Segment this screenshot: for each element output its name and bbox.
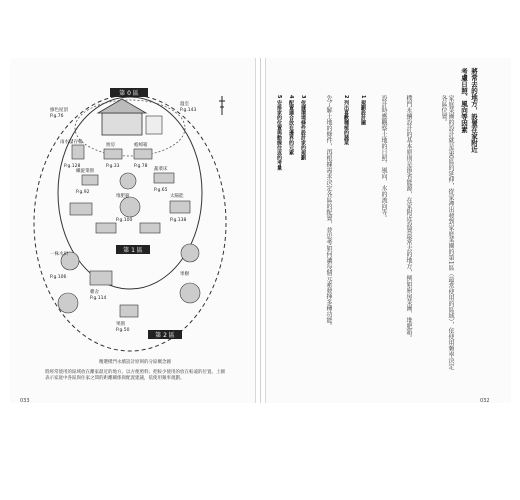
- paragraph-2: 樸門永續設計的基本原則是節省能源，在家附近設置最常去的地方，例如廚房菜園、堆肥箱。: [405, 95, 412, 341]
- title-line-1: 將常去的地方，設置在家附近: [470, 68, 478, 153]
- section-head-4: 4 配置適合放在邊界的元素: [288, 95, 294, 156]
- diagram-caption-title: 精選樸門永續設計原則的分區概念圖: [99, 360, 171, 365]
- label-chicken-coop-page: P.g.114: [90, 296, 107, 301]
- label-spiral-garden: 螺旋菜園: [76, 169, 94, 174]
- label-worm-bin-page: P.g.78: [134, 164, 148, 169]
- diagram-caption-body: 將經常使用的區域放在離家最近的地方，以方便照料；把較少使用的放在較遠的位置。上圖表示家庭中各區與住家之間的距離關係與配置建議，依使用頻率規劃。: [45, 370, 225, 381]
- label-vegetable-bed: 蔬菜床: [154, 167, 168, 172]
- label-rice-paddy: 一株水田: [50, 252, 68, 257]
- body-text: 先了解土地的條件，再根據需求決定各區的配置，並思考如何讓每個元素發揮多種功能。: [325, 95, 332, 329]
- label-compost: 堆肥箱: [116, 194, 130, 199]
- label-kitchen-page: P.g.33: [106, 164, 120, 169]
- section-head-5: 5 安排家的位置與動線往返的考量: [276, 95, 282, 171]
- paragraph-1: 家庭菜園的設計就是第0區的延伸，從家裡出發到家庭菜園的第1區（最常使用的區域），依使用頻率決定各區位置。: [440, 95, 454, 370]
- right-page-number: 032: [480, 398, 490, 404]
- paragraph-3: 設計時應觀察土地的日照、風向、水的流向等。: [380, 95, 387, 221]
- label-greenhouse: 溫室: [180, 102, 189, 107]
- label-rain-barrel: 雨水儲存桶: [60, 140, 83, 145]
- calligraphy-mark-icon: [217, 95, 227, 117]
- label-greenhouse-page: P.g.143: [180, 108, 197, 113]
- label-solar: 太陽能: [170, 194, 184, 199]
- label-fruit-tree: 果樹: [180, 272, 189, 277]
- label-green-roof: 綠色屋頂: [50, 108, 68, 113]
- label-chicken-coop: 雞舍: [90, 290, 99, 295]
- zone2-label: 第 2 區: [155, 332, 175, 339]
- permaculture-zone-diagram: [30, 83, 230, 353]
- label-solar-page: P.g.138: [170, 218, 187, 223]
- section-head-1: 1 規劃設計圖: [360, 95, 366, 126]
- label-spiral-garden-page: P.g.92: [76, 190, 90, 195]
- label-green-roof-page: P.g.76: [50, 114, 64, 119]
- label-rain-barrel-page: P.g.128: [64, 164, 81, 169]
- zone1-label: 第 1 區: [123, 247, 143, 254]
- label-rice-paddy-page: P.g.106: [50, 275, 67, 280]
- label-orchard: 果園: [116, 322, 125, 327]
- label-orchard-page: P.g.50: [116, 328, 130, 333]
- label-vegetable-bed-page: P.g.65: [154, 188, 168, 193]
- zone0-label: 第 0 區: [119, 90, 139, 97]
- section-head-2: 2 列出喜歡種植的蔬菜: [343, 95, 349, 146]
- book-spine: [260, 58, 261, 403]
- house-illustration: [98, 99, 162, 135]
- label-worm-bin: 蚯蚓箱: [134, 143, 148, 148]
- label-kitchen: 廚房: [106, 143, 115, 148]
- left-page-number: 033: [20, 398, 30, 404]
- label-compost-page: P.g.100: [116, 218, 133, 223]
- title-line-2: 考慮日照、風向等因素: [460, 68, 468, 133]
- section-head-3: 3 依據環境條件設計家的規劃: [300, 95, 306, 161]
